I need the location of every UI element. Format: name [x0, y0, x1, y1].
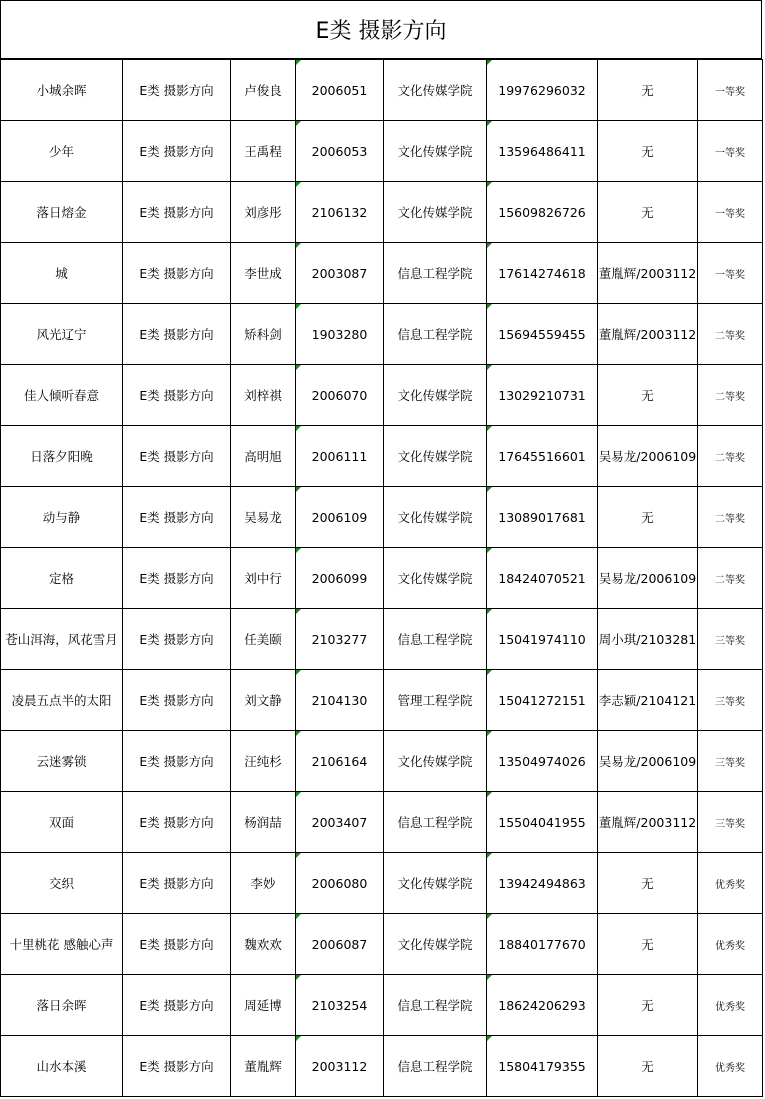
- table-row: [1, 670, 763, 731]
- college-cell[interactable]: 文化传媒学院: [384, 121, 487, 182]
- college-cell[interactable]: 信息工程学院: [384, 1036, 487, 1097]
- college-cell[interactable]: 文化传媒学院: [384, 853, 487, 914]
- partner-cell[interactable]: 董胤辉/2003112: [598, 792, 698, 853]
- student-id-cell[interactable]: 2003087: [296, 243, 384, 304]
- author-cell[interactable]: 董胤辉: [231, 1036, 296, 1097]
- table-row: [1, 792, 763, 853]
- student-id-cell[interactable]: 2006053: [296, 121, 384, 182]
- work-title-cell[interactable]: 苍山洱海，风花雪月: [1, 609, 123, 670]
- college-cell[interactable]: 文化传媒学院: [384, 487, 487, 548]
- table-row: [1, 304, 763, 365]
- work-title-cell[interactable]: 山水本溪: [1, 1036, 123, 1097]
- college-cell[interactable]: 信息工程学院: [384, 609, 487, 670]
- phone-cell[interactable]: 18624206293: [487, 975, 598, 1036]
- work-title-cell[interactable]: 佳人倾听春意: [1, 365, 123, 426]
- work-title-cell[interactable]: 凌晨五点半的太阳: [1, 670, 123, 731]
- phone-cell[interactable]: 15804179355: [487, 1036, 598, 1097]
- partner-cell[interactable]: 李志颖/2104121: [598, 670, 698, 731]
- table-row: [1, 487, 763, 548]
- table-row: [1, 60, 763, 121]
- phone-cell[interactable]: 13029210731: [487, 365, 598, 426]
- category-cell[interactable]: E类 摄影方向: [123, 609, 231, 670]
- phone-cell[interactable]: 17645516601: [487, 426, 598, 487]
- student-id-cell[interactable]: 2006080: [296, 853, 384, 914]
- student-id-cell[interactable]: 2006051: [296, 60, 384, 121]
- category-cell[interactable]: E类 摄影方向: [123, 853, 231, 914]
- author-cell[interactable]: 汪纯杉: [231, 731, 296, 792]
- phone-cell[interactable]: 17614274618: [487, 243, 598, 304]
- table-row: [1, 365, 763, 426]
- category-cell[interactable]: E类 摄影方向: [123, 304, 231, 365]
- student-id-cell[interactable]: 1903280: [296, 304, 384, 365]
- table-row: [1, 548, 763, 609]
- college-cell[interactable]: 文化传媒学院: [384, 182, 487, 243]
- author-cell[interactable]: 王禹程: [231, 121, 296, 182]
- author-cell[interactable]: 吴易龙: [231, 487, 296, 548]
- award-cell[interactable]: 二等奖: [698, 487, 763, 548]
- phone-cell[interactable]: 13942494863: [487, 853, 598, 914]
- author-cell[interactable]: 高明旭: [231, 426, 296, 487]
- college-cell[interactable]: 文化传媒学院: [384, 914, 487, 975]
- work-title-cell[interactable]: 小城余晖: [1, 60, 123, 121]
- author-cell[interactable]: 任美颐: [231, 609, 296, 670]
- author-cell[interactable]: 魏欢欢: [231, 914, 296, 975]
- award-cell[interactable]: 三等奖: [698, 670, 763, 731]
- award-cell[interactable]: 一等奖: [698, 182, 763, 243]
- phone-cell[interactable]: 18424070521: [487, 548, 598, 609]
- award-cell[interactable]: 二等奖: [698, 365, 763, 426]
- partner-cell[interactable]: 无: [598, 1036, 698, 1097]
- award-cell[interactable]: 二等奖: [698, 548, 763, 609]
- student-id-cell[interactable]: 2103277: [296, 609, 384, 670]
- category-cell[interactable]: E类 摄影方向: [123, 426, 231, 487]
- partner-cell[interactable]: 无: [598, 853, 698, 914]
- student-id-cell[interactable]: 2104130: [296, 670, 384, 731]
- award-cell[interactable]: 三等奖: [698, 731, 763, 792]
- award-cell[interactable]: 三等奖: [698, 609, 763, 670]
- phone-cell[interactable]: 13504974026: [487, 731, 598, 792]
- author-cell[interactable]: 刘中行: [231, 548, 296, 609]
- student-id-cell[interactable]: 2003407: [296, 792, 384, 853]
- award-cell[interactable]: 优秀奖: [698, 975, 763, 1036]
- category-cell[interactable]: E类 摄影方向: [123, 60, 231, 121]
- author-cell[interactable]: 杨润喆: [231, 792, 296, 853]
- college-cell[interactable]: 文化传媒学院: [384, 365, 487, 426]
- table-row: [1, 853, 763, 914]
- college-cell[interactable]: 文化传媒学院: [384, 731, 487, 792]
- category-cell[interactable]: E类 摄影方向: [123, 975, 231, 1036]
- award-cell[interactable]: 一等奖: [698, 121, 763, 182]
- table-row: [1, 182, 763, 243]
- college-cell[interactable]: 信息工程学院: [384, 792, 487, 853]
- author-cell[interactable]: 刘梓祺: [231, 365, 296, 426]
- work-title-cell[interactable]: 风光辽宁: [1, 304, 123, 365]
- work-title-cell[interactable]: 定格: [1, 548, 123, 609]
- table-row: [1, 914, 763, 975]
- student-id-cell[interactable]: 2006087: [296, 914, 384, 975]
- work-title-cell[interactable]: 落日熔金: [1, 182, 123, 243]
- table-row: [1, 121, 763, 182]
- partner-cell[interactable]: 无: [598, 487, 698, 548]
- work-title-cell[interactable]: 十里桃花 感触心声: [1, 914, 123, 975]
- phone-cell[interactable]: 18840177670: [487, 914, 598, 975]
- award-cell[interactable]: 优秀奖: [698, 853, 763, 914]
- work-title-cell[interactable]: 云迷雾锁: [1, 731, 123, 792]
- category-cell[interactable]: E类 摄影方向: [123, 243, 231, 304]
- category-cell[interactable]: E类 摄影方向: [123, 731, 231, 792]
- work-title-cell[interactable]: 日落夕阳晚: [1, 426, 123, 487]
- author-cell[interactable]: 卢俊良: [231, 60, 296, 121]
- award-cell[interactable]: 二等奖: [698, 426, 763, 487]
- category-cell[interactable]: E类 摄影方向: [123, 670, 231, 731]
- partner-cell[interactable]: 周小琪/2103281: [598, 609, 698, 670]
- table-row: [1, 609, 763, 670]
- phone-cell[interactable]: 13089017681: [487, 487, 598, 548]
- work-title-cell[interactable]: 交织: [1, 853, 123, 914]
- table-row: [1, 243, 763, 304]
- table-row: [1, 1036, 763, 1097]
- work-title-cell[interactable]: 动与静: [1, 487, 123, 548]
- award-cell[interactable]: 一等奖: [698, 243, 763, 304]
- phone-cell[interactable]: 15694559455: [487, 304, 598, 365]
- category-cell[interactable]: E类 摄影方向: [123, 121, 231, 182]
- partner-cell[interactable]: 董胤辉/2003112: [598, 243, 698, 304]
- sheet-title: E类 摄影方向: [0, 0, 762, 59]
- college-cell[interactable]: 文化传媒学院: [384, 60, 487, 121]
- category-cell[interactable]: E类 摄影方向: [123, 1036, 231, 1097]
- work-title-cell[interactable]: 城: [1, 243, 123, 304]
- college-cell[interactable]: 文化传媒学院: [384, 548, 487, 609]
- phone-cell[interactable]: 15041272151: [487, 670, 598, 731]
- student-id-cell[interactable]: 2006111: [296, 426, 384, 487]
- student-id-cell[interactable]: 2006099: [296, 548, 384, 609]
- phone-cell[interactable]: 15041974110: [487, 609, 598, 670]
- phone-cell[interactable]: 13596486411: [487, 121, 598, 182]
- college-cell[interactable]: 管理工程学院: [384, 670, 487, 731]
- award-cell[interactable]: 三等奖: [698, 792, 763, 853]
- student-id-cell[interactable]: 2003112: [296, 1036, 384, 1097]
- work-title-cell[interactable]: 少年: [1, 121, 123, 182]
- award-cell[interactable]: 二等奖: [698, 304, 763, 365]
- award-cell[interactable]: 优秀奖: [698, 914, 763, 975]
- category-cell[interactable]: E类 摄影方向: [123, 792, 231, 853]
- category-cell[interactable]: E类 摄影方向: [123, 182, 231, 243]
- phone-cell[interactable]: 15504041955: [487, 792, 598, 853]
- partner-cell[interactable]: 吴易龙/2006109: [598, 426, 698, 487]
- partner-cell[interactable]: 无: [598, 60, 698, 121]
- author-cell[interactable]: 刘文静: [231, 670, 296, 731]
- partner-cell[interactable]: 无: [598, 975, 698, 1036]
- student-id-cell[interactable]: 2106164: [296, 731, 384, 792]
- college-cell[interactable]: 信息工程学院: [384, 304, 487, 365]
- award-cell[interactable]: 一等奖: [698, 60, 763, 121]
- partner-cell[interactable]: 无: [598, 182, 698, 243]
- table-row: [1, 731, 763, 792]
- author-cell[interactable]: 李世成: [231, 243, 296, 304]
- partner-cell[interactable]: 无: [598, 365, 698, 426]
- table-row: [1, 975, 763, 1036]
- award-cell[interactable]: 优秀奖: [698, 1036, 763, 1097]
- author-cell[interactable]: 李妙: [231, 853, 296, 914]
- college-cell[interactable]: 信息工程学院: [384, 243, 487, 304]
- partner-cell[interactable]: 吴易龙/2006109: [598, 731, 698, 792]
- partner-cell[interactable]: 无: [598, 121, 698, 182]
- table-row: [1, 426, 763, 487]
- awards-table: [0, 59, 763, 1097]
- partner-cell[interactable]: 吴易龙/2006109: [598, 548, 698, 609]
- category-cell[interactable]: E类 摄影方向: [123, 548, 231, 609]
- phone-cell[interactable]: 15609826726: [487, 182, 598, 243]
- author-cell[interactable]: 周延博: [231, 975, 296, 1036]
- partner-cell[interactable]: 无: [598, 914, 698, 975]
- student-id-cell[interactable]: 2106132: [296, 182, 384, 243]
- student-id-cell[interactable]: 2006070: [296, 365, 384, 426]
- college-cell[interactable]: 文化传媒学院: [384, 426, 487, 487]
- author-cell[interactable]: 刘彦彤: [231, 182, 296, 243]
- partner-cell[interactable]: 董胤辉/2003112: [598, 304, 698, 365]
- student-id-cell[interactable]: 2006109: [296, 487, 384, 548]
- author-cell[interactable]: 矫科剑: [231, 304, 296, 365]
- work-title-cell[interactable]: 双面: [1, 792, 123, 853]
- phone-cell[interactable]: 19976296032: [487, 60, 598, 121]
- student-id-cell[interactable]: 2103254: [296, 975, 384, 1036]
- college-cell[interactable]: 信息工程学院: [384, 975, 487, 1036]
- work-title-cell[interactable]: 落日余晖: [1, 975, 123, 1036]
- category-cell[interactable]: E类 摄影方向: [123, 914, 231, 975]
- category-cell[interactable]: E类 摄影方向: [123, 365, 231, 426]
- category-cell[interactable]: E类 摄影方向: [123, 487, 231, 548]
